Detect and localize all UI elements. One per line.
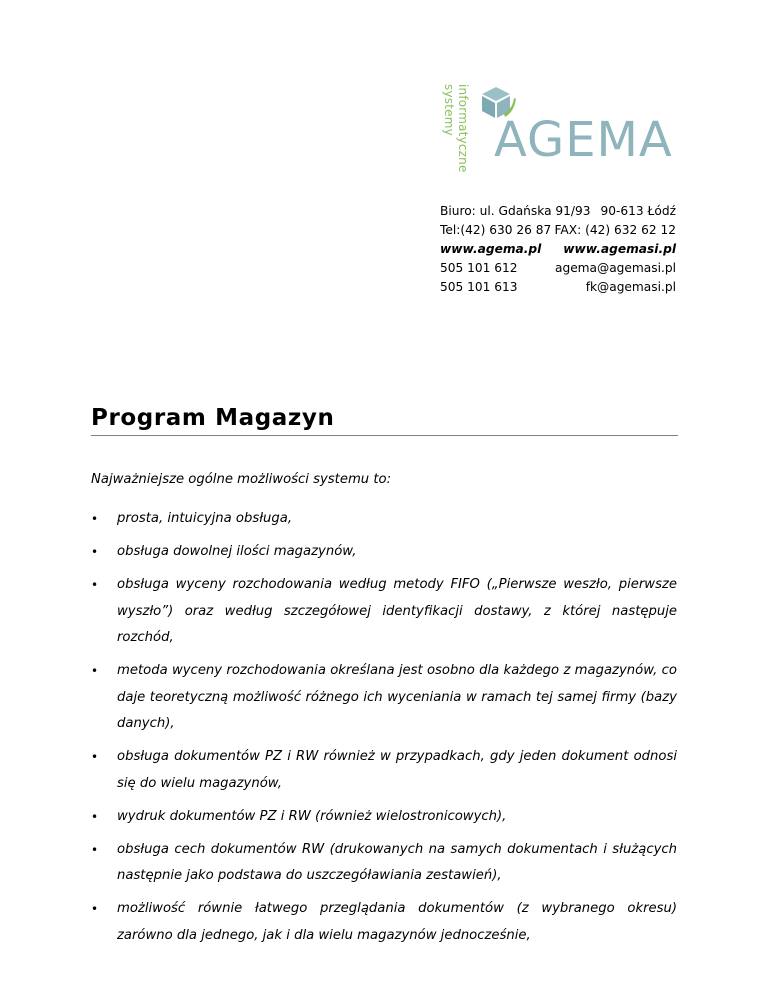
list-item-text: metoda wyceny rozchodowania określana jest osobno dla każdego z magazynów, co daje teoretyczną możliwość różnego ich wyceniania w ramach tej samej firmy (bazy danych), — [117, 663, 677, 731]
bullet-icon: • — [91, 902, 99, 916]
website-link-2[interactable]: www.agemasi.pl — [563, 242, 676, 256]
list-item-text: obsługa dokumentów PZ i RW również w przypadkach, gdy jeden dokument odnosi się do wielu magazynów, — [117, 749, 677, 791]
mobile-phone-1: 505 101 612 — [440, 261, 518, 275]
list-item-text: prosta, intuicyjna obsługa, — [117, 511, 293, 526]
list-item-text: obsługa cech dokumentów RW (drukowanych na samych dokumentach i służących następnie jako podstawa do uszczegóławiania zestawień), — [117, 841, 677, 883]
bullet-icon: • — [91, 809, 99, 824]
mobile-email-row-1 — [440, 259, 676, 278]
list-item — [91, 572, 677, 652]
list-item — [91, 896, 677, 949]
agema-logo — [440, 84, 680, 173]
address-row — [440, 202, 676, 221]
mobile-email-row-2 — [440, 278, 676, 297]
mobile-phone-2: 505 101 613 — [440, 280, 518, 294]
logo-tagline — [440, 84, 470, 173]
logo-tagline-line2: informatyczne — [456, 84, 470, 173]
list-item — [91, 837, 677, 890]
contact-info — [440, 202, 676, 297]
bullet-icon: • — [91, 545, 99, 559]
logo-tagline-line1: systemy — [442, 84, 456, 136]
list-item — [91, 804, 677, 831]
list-item-text: wydruk dokumentów PZ i RW (również wielostronicowych), — [117, 808, 507, 824]
website-link-1[interactable]: www.agema.pl — [440, 242, 542, 256]
telephone: Tel:(42) 630 26 87 — [440, 223, 552, 237]
bullet-icon: • — [91, 750, 99, 764]
bullet-icon: • — [91, 664, 99, 678]
website-row — [440, 240, 676, 259]
intro-text: Najważniejsze ogólne możliwości systemu to: — [91, 472, 392, 487]
list-item — [91, 506, 677, 533]
list-item — [91, 658, 677, 738]
feature-list — [91, 506, 677, 956]
postcode-city: 90-613 Łódź — [600, 204, 676, 218]
list-item — [91, 539, 677, 566]
list-item — [91, 744, 677, 797]
bullet-icon: • — [91, 512, 99, 526]
logo-wordmark: AGEMA — [494, 112, 673, 168]
list-item-text: obsługa dowolnej ilości magazynów, — [117, 544, 357, 559]
document-title: Program Magazyn — [91, 401, 678, 436]
office-address: Biuro: ul. Gdańska 91/93 — [440, 204, 591, 218]
bullet-icon: • — [91, 842, 99, 857]
fax: FAX: (42) 632 62 12 — [554, 223, 676, 237]
phone-fax-row — [440, 221, 676, 240]
list-item-text: możliwość równie łatwego przeglądania dokumentów (z wybranego okresu) zarówno dla jednego, jak i dla wielu magazynów jednocześnie, — [117, 901, 677, 943]
bullet-icon: • — [91, 578, 99, 592]
list-item-text: obsługa wyceny rozchodowania według metody FIFO („Pierwsze weszło, pierwsze wyszło”) oraz według szczegółowej identyfikacji dostawy, z której następuje rozchód, — [117, 577, 677, 645]
email-link-2[interactable]: fk@agemasi.pl — [585, 280, 676, 294]
email-link-1[interactable]: agema@agemasi.pl — [554, 261, 676, 275]
